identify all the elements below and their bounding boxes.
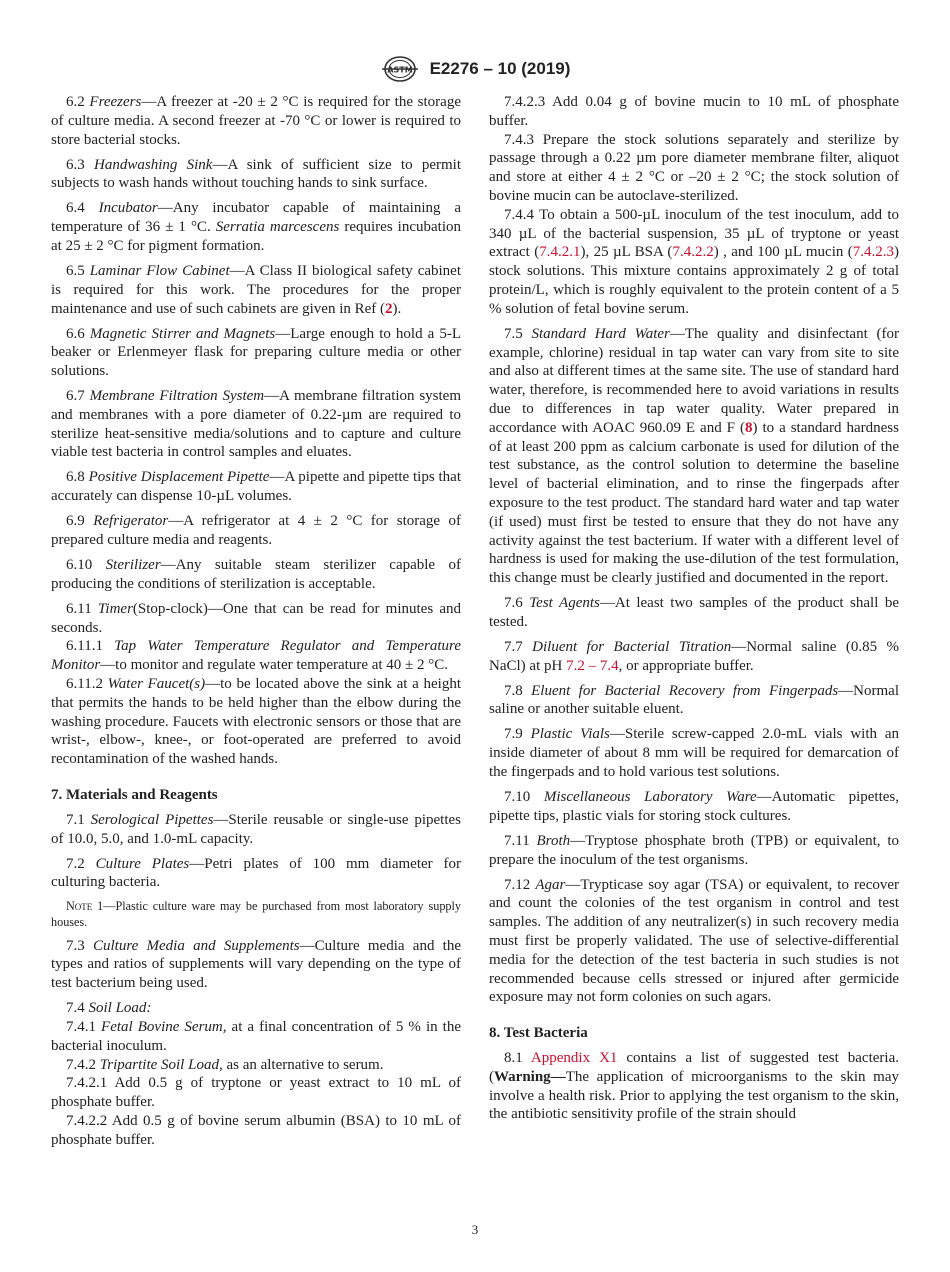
paragraph-6-4: 6.4 Incubator—Any incubator capable of maintaining a temperature of 36 ± 1 °C. Serratia marcescens requires incubation at 25 ± 2 °C for pigment formation. bbox=[51, 200, 462, 254]
paragraph-7-4-2-2: 7.4.2.2 Add 0.5 g of bovine serum albumin (BSA) to 10 mL of phosphate buffer. bbox=[51, 1112, 461, 1148]
paragraph-7-4-3: 7.4.3 Prepare the stock solutions separately and sterilize by passage through a 0.22 µm pore diameter membrane filter, aliquot and store at either 4 ± 2 °C or –20 ± 2 °C; the stock solution of bovine mucin can be autoclave-sterilized. bbox=[489, 131, 899, 204]
paragraph-6-2: 6.2 Freezers—A freezer at -20 ± 2 °C is required for the storage of culture media. A second freezer at -70 °C or lower is required to store bacterial stocks. bbox=[51, 94, 461, 148]
paragraph-6-11: 6.11 Timer(Stop-clock)—One that can be read for minutes and seconds. bbox=[51, 600, 462, 636]
section-heading-8: 8. Test Bacteria bbox=[489, 1025, 588, 1042]
paragraph-7-9: 7.9 Plastic Vials—Sterile screw-capped 2.0-mL vials with an inside diameter of about 8 mm will be required for demarcation of the fingerpads and to hold various test solutions. bbox=[489, 726, 900, 781]
reference-link[interactable]: 8 bbox=[744, 419, 753, 436]
paragraph-6-8: 6.8 Positive Displacement Pipette—A pipette and pipette tips that accurately can dispense 10-µL volumes. bbox=[51, 469, 461, 505]
link-7-4-2-2[interactable]: 7.4.2.2 bbox=[672, 244, 714, 261]
paragraph-7-3: 7.3 Culture Media and Supplements—Culture media and the types and ratios of supplements will vary depending on the type of test bacterium being used. bbox=[51, 937, 462, 992]
paragraph-6-3: 6.3 Handwashing Sink—A sink of sufficient size to permit subjects to wash hands without touching hands to sink surface. bbox=[51, 156, 462, 192]
paragraph-7-4-2-1: 7.4.2.1 Add 0.5 g of tryptone or yeast extract to 10 mL of phosphate buffer. bbox=[51, 1075, 461, 1111]
paragraph-7-4-1: 7.4.1 Fetal Bovine Serum, at a final concentration of 5 % in the bacterial inoculum. bbox=[51, 1018, 461, 1054]
document-id: E2276 – 10 (2019) bbox=[429, 59, 571, 78]
astm-logo-icon bbox=[380, 56, 420, 82]
note-1: Note 1—Plastic culture ware may be purchased from most laboratory supply houses. bbox=[51, 899, 462, 930]
paragraph-7-7: 7.7 Diluent for Bacterial Titration—Normal saline (0.85 % NaCl) at pH 7.2 – 7.4, or appropriate buffer. bbox=[489, 638, 899, 674]
paragraph-7-5: 7.5 Standard Hard Water—The quality and disinfectant (for example, chlorine) residual in tap water can vary from site to site and also at different times at the same site. The use of standard hard water, therefore, is recommended here to avoid variations in results due to differences in tap water quality. Water prepared in accordance with AOAC 960.09 E and F (8) to a standard hardness of at least 200 ppm as calcium carbonate is used for dilution of the test substance, as the control solution to determine the baseline level of bacterial elimination, and to rinse the fingerpads after exposure to the test product. The standard hard water and tap water (if used) must first be tested to ensure that they do not have any activity against the test bacterium. If water with a different level of hardness is used for making the use-dilution of the test formulation, this change must be clearly justified and documented in the report. bbox=[489, 325, 900, 587]
paragraph-7-2: 7.2 Culture Plates—Petri plates of 100 mm diameter for culturing bacteria. bbox=[51, 855, 462, 891]
paragraph-6-6: 6.6 Magnetic Stirrer and Magnets—Large enough to hold a 5-L beaker or Erlenmeyer flask for preparing culture media or other solutions. bbox=[51, 325, 462, 380]
paragraph-6-9: 6.9 Refrigerator—A refrigerator at 4 ± 2 °C for storage of prepared culture media and reagents. bbox=[51, 513, 462, 549]
paragraph-7-8: 7.8 Eluent for Bacterial Recovery from Fingerpads—Normal saline or another suitable eluent. bbox=[489, 682, 899, 718]
paragraph-6-10: 6.10 Sterilizer—Any suitable steam sterilizer capable of producing the conditions of sterilization is acceptable. bbox=[51, 557, 461, 592]
paragraph-6-7: 6.7 Membrane Filtration System—A membrane filtration system and membranes with a pore diameter of 0.22-µm are required to sterilize heat-sensitive media/solutions and to capture and culture viable test bacteria in control samples and eluates. bbox=[51, 388, 462, 461]
right-column bbox=[489, 93, 899, 1124]
reference-link[interactable]: 2 bbox=[385, 300, 393, 317]
paragraph-7-4: 7.4 Soil Load: bbox=[66, 1000, 152, 1017]
section-heading-7: 7. Materials and Reagents bbox=[51, 786, 218, 803]
paragraph-7-10: 7.10 Miscellaneous Laboratory Ware—Automatic pipettes, pipette tips, plastic vials for storing stock cultures. bbox=[489, 789, 899, 824]
page-header bbox=[0, 56, 950, 84]
link-appendix-x1[interactable]: Appendix X1 bbox=[530, 1049, 618, 1066]
paragraph-7-11: 7.11 Broth—Tryptose phosphate broth (TPB) or equivalent, to prepare the inoculum of the test organisms. bbox=[489, 832, 900, 868]
paragraph-7-6: 7.6 Test Agents—At least two samples of the product shall be tested. bbox=[489, 595, 900, 630]
paragraph-6-5: 6.5 Laminar Flow Cabinet—A Class II biological safety cabinet is required for this work. The procedures for the proper maintenance and use of such cabinets are given in Ref (2). bbox=[51, 262, 461, 317]
paragraph-7-4-2: 7.4.2 Tripartite Soil Load, as an alternative to serum. bbox=[66, 1056, 384, 1073]
paragraph-6-11-1: 6.11.1 Tap Water Temperature Regulator and Temperature Monitor—to monitor and regulate water temperature at 40 ± 2 °C. bbox=[51, 638, 461, 674]
left-column bbox=[51, 93, 461, 1149]
page-number: 3 bbox=[471, 1222, 479, 1237]
link-ph-range[interactable]: 7.2 – 7.4 bbox=[566, 657, 619, 674]
link-7-4-2-1[interactable]: 7.4.2.1 bbox=[539, 244, 581, 261]
link-7-4-2-3[interactable]: 7.4.2.3 bbox=[852, 244, 895, 261]
logo-text: ASTM bbox=[386, 65, 413, 75]
paragraph-6-11-2: 6.11.2 Water Faucet(s)—to be located above the sink at a height that permits the hands to be held higher than the elbow during the washing procedure. Faucets with electronic sensors or those that are wrist-, elbow-, knee-, or foot-operated are preferred to avoid recontamination of the washed hands. bbox=[51, 676, 461, 768]
paragraph-8-1: 8.1 Appendix X1 contains a list of suggested test bacteria. (Warning—The application of microorganisms to the skin may involve a health risk. Prior to applying the test organism to the skin, the antibiotic sensitivity profile of the strain should bbox=[489, 1049, 899, 1123]
paragraph-7-1: 7.1 Serological Pipettes—Sterile reusable or single-use pipettes of 10.0, 5.0, and 1.0-mL capacity. bbox=[51, 811, 462, 847]
paragraph-7-4-2-3: 7.4.2.3 Add 0.04 g of bovine mucin to 10 mL of phosphate buffer. bbox=[489, 94, 899, 129]
paragraph-7-12: 7.12 Agar—Trypticase soy agar (TSA) or equivalent, to recover and count the colonies of the test organism in control and test samples. The addition of any neutralizer(s) in such recovery media must first be properly validated. The use of selective-differential media for the detection of the test bacteria in such studies is not recommended because cells stressed or injured after germicide exposure may not form colonies on such agars. bbox=[489, 876, 900, 1006]
paragraph-7-4-4: 7.4.4 To obtain a 500-µL inoculum of the test inoculum, add to 340 µL of the bacterial suspension, 35 µL of tryptone or yeast extract (7.4.2.1), 25 µL BSA (7.4.2.2) , and 100 µL mucin (7.4.2.3) stock solutions. This mixture contains approximately 2 g of total protein/L, which is roughly equivalent to the protein content of a 5 % solution of fetal bovine serum. bbox=[489, 206, 900, 317]
